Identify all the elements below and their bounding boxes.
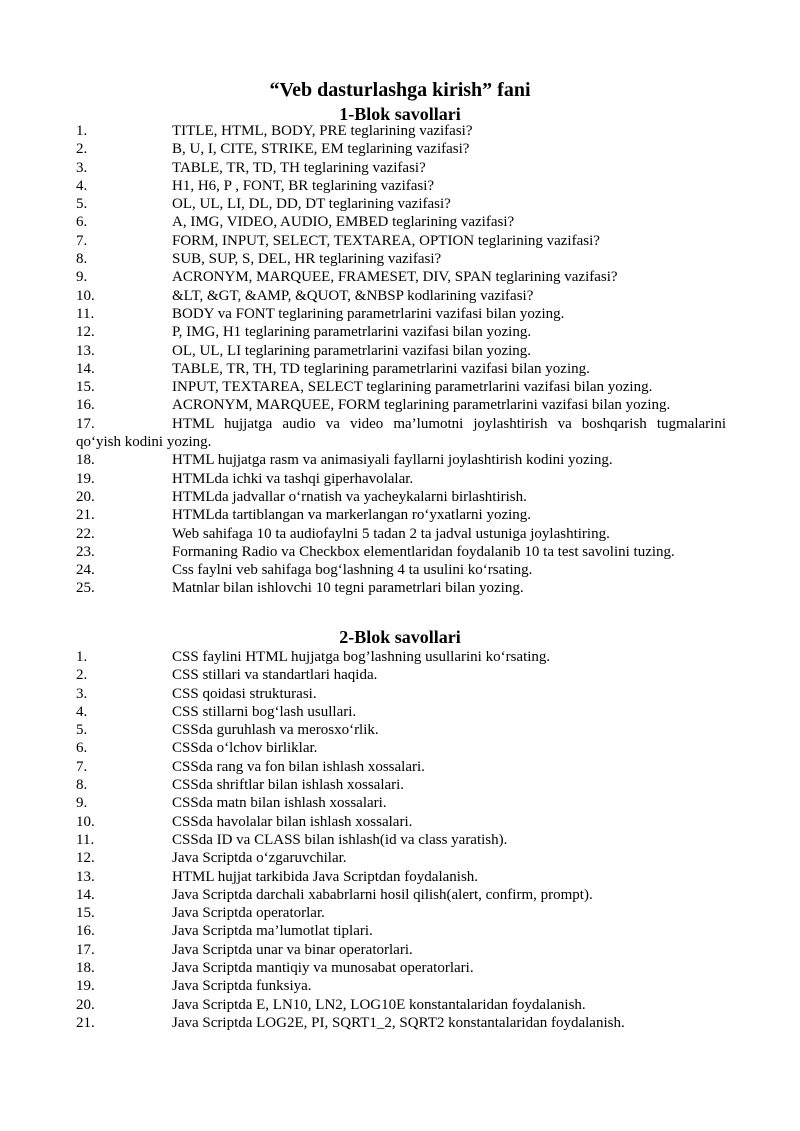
question-text: Java Scriptda operatorlar. — [172, 905, 325, 922]
question-item — [76, 543, 726, 561]
question-text: CSSda shriftlar bilan ishlash xossalari. — [172, 777, 405, 794]
question-text: Java Scriptda E, LN10, LN2, LOG10E konstantalaridan foydalanish. — [172, 996, 586, 1013]
question-item — [76, 396, 726, 414]
question-text: CSSda havolalar bilan ishlash xossalari. — [172, 813, 413, 830]
question-item — [76, 721, 726, 739]
question-item — [76, 1014, 726, 1032]
question-number: 14. — [76, 360, 95, 377]
question-item — [76, 959, 726, 977]
question-text: Web sahifaga 10 ta audiofaylni 5 tadan 2 ta jadval ustuniga joylashtiring. — [172, 525, 610, 542]
question-number: 17. — [76, 415, 95, 432]
question-number: 6. — [76, 214, 88, 231]
question-text: CSS qoidasi strukturasi. — [172, 685, 317, 702]
question-text: HTMLda jadvallar o‘rnatish va yacheykalarni birlashtirish. — [172, 488, 527, 505]
question-item — [76, 886, 726, 904]
question-item — [76, 904, 726, 922]
question-text: ACRONYM, MARQUEE, FRAMESET, DIV, SPAN teglarining vazifasi? — [172, 269, 618, 286]
document-title: “Veb dasturlashga kirish” fani — [269, 79, 531, 101]
question-item — [76, 287, 726, 305]
question-number: 21. — [76, 1014, 95, 1031]
question-text: CSSda ID va CLASS bilan ishlash(id va class yaratish). — [172, 831, 508, 848]
question-item — [76, 666, 726, 684]
question-item — [76, 451, 726, 469]
question-text: Java Scriptda funksiya. — [172, 978, 312, 995]
question-text: Java Scriptda mantiqiy va munosabat operatorlari. — [172, 960, 474, 977]
question-number: 18. — [76, 960, 95, 977]
question-text: CSS stillari va standartlari haqida. — [172, 667, 378, 684]
question-text: Java Scriptda darchali xababrlarni hosil qilish(alert, confirm, prompt). — [172, 886, 593, 903]
question-item — [76, 470, 726, 488]
question-item — [76, 305, 726, 323]
question-text: OL, UL, LI teglarining parametrlarini vazifasi bilan yozing. — [172, 342, 532, 359]
question-text: Java Scriptda unar va binar operatorlari. — [172, 941, 413, 958]
question-item — [76, 739, 726, 757]
question-item — [76, 703, 726, 721]
question-number: 7. — [76, 758, 88, 775]
question-item — [76, 977, 726, 995]
question-text: &LT, &GT, &AMP, &QUOT, &NBSP kodlarining vazifasi? — [172, 287, 534, 304]
question-number: 9. — [76, 269, 88, 286]
question-item — [76, 342, 726, 360]
question-text: Java Scriptda LOG2E, PI, SQRT1_2, SQRT2 konstantalaridan foydalanish. — [172, 1014, 625, 1031]
question-item — [76, 360, 726, 378]
question-number: 2. — [76, 141, 88, 158]
question-text: ACRONYM, MARQUEE, FORM teglarining parametrlarini vazifasi bilan yozing. — [172, 397, 671, 414]
question-number: 14. — [76, 886, 95, 903]
question-text: P, IMG, H1 teglarining parametrlarini vazifasi bilan yozing. — [172, 324, 532, 341]
question-number: 18. — [76, 452, 95, 469]
question-number: 22. — [76, 525, 95, 542]
question-text: INPUT, TEXTAREA, SELECT teglarining parametrlarini vazifasi bilan yozing. — [172, 379, 653, 396]
question-text: HTMLda ichki va tashqi giperhavolalar. — [172, 470, 414, 487]
question-item — [76, 159, 726, 177]
question-number: 24. — [76, 562, 95, 579]
question-text: Java Scriptda ma’lumotlat tiplari. — [172, 923, 373, 940]
question-number: 6. — [76, 740, 88, 757]
question-text: CSSda o‘lchov birliklar. — [172, 740, 318, 757]
question-text: Matnlar bilan ishlovchi 10 tegni parametrlari bilan yozing. — [172, 580, 524, 597]
question-text: BODY va FONT teglarining parametrlarini vazifasi bilan yozing. — [172, 305, 565, 322]
question-item — [76, 648, 726, 666]
question-text: CSS faylini HTML hujjatga bog’lashning usullarini ko‘rsating. — [172, 649, 551, 665]
question-number: 21. — [76, 507, 95, 524]
question-text: CSSda rang va fon bilan ishlash xossalari. — [172, 758, 425, 775]
question-number: 25. — [76, 580, 95, 597]
question-item — [76, 506, 726, 524]
question-number: 4. — [76, 177, 88, 194]
question-text: TABLE, TR, TH, TD teglarining parametrlarini vazifasi bilan yozing. — [172, 360, 590, 377]
question-item — [76, 415, 726, 452]
question-number: 11. — [76, 305, 95, 322]
question-item — [76, 122, 726, 140]
question-number: 5. — [76, 722, 88, 739]
question-number: 13. — [76, 342, 95, 359]
question-number: 13. — [76, 868, 95, 885]
question-text: CSSda matn bilan ishlash xossalari. — [172, 795, 387, 812]
question-item — [76, 195, 726, 213]
question-number: 19. — [76, 978, 95, 995]
question-number: 12. — [76, 850, 95, 867]
block2-heading: 2-Blok savollari — [339, 627, 461, 647]
question-item — [76, 758, 726, 776]
question-number: 20. — [76, 996, 95, 1013]
question-text-continuation: qo‘yish kodini yozing. — [76, 434, 212, 451]
question-text: Css faylni veb sahifaga bog‘lashning 4 ta usulini ko‘rsating. — [172, 562, 533, 579]
question-text: HTML hujjatga rasm va animasiyali fayllarni joylashtirish kodini yozing. — [172, 452, 613, 469]
question-item — [76, 996, 726, 1014]
question-text: OL, UL, LI, DL, DD, DT teglarining vazifasi? — [172, 196, 451, 213]
question-number: 12. — [76, 324, 95, 341]
question-text: FORM, INPUT, SELECT, TEXTAREA, OPTION teglarining vazifasi? — [172, 232, 600, 249]
question-item — [76, 561, 726, 579]
question-text: HTML hujjat tarkibida Java Scriptdan foydalanish. — [172, 868, 479, 885]
question-item — [76, 776, 726, 794]
question-number: 16. — [76, 923, 95, 940]
block2-question-list — [76, 648, 726, 1032]
question-text: Java Scriptda o‘zgaruvchilar. — [172, 850, 347, 867]
question-number: 3. — [76, 159, 88, 176]
question-number: 23. — [76, 543, 95, 560]
question-text: CSS stillarni bog‘lash usullari. — [172, 703, 357, 720]
question-number: 5. — [76, 196, 88, 213]
question-item — [76, 177, 726, 195]
question-number: 4. — [76, 703, 88, 720]
question-item — [76, 849, 726, 867]
question-item — [76, 579, 726, 597]
question-number: 8. — [76, 251, 88, 268]
question-number: 8. — [76, 777, 88, 794]
question-item — [76, 794, 726, 812]
question-number: 16. — [76, 397, 95, 414]
question-item — [76, 250, 726, 268]
question-number: 3. — [76, 685, 88, 702]
question-text: Formaning Radio va Checkbox elementlaridan foydalanib 10 ta test savolini tuzing. — [172, 543, 675, 560]
block1-question-list — [76, 122, 726, 598]
question-number: 9. — [76, 795, 88, 812]
question-text: TITLE, HTML, BODY, PRE teglarining vazifasi? — [172, 123, 473, 139]
question-text: HTML hujjatga audio va video ma’lumotni joylashtirish va boshqarish tugmalarini — [172, 415, 726, 432]
question-item — [76, 488, 726, 506]
question-text: TABLE, TR, TD, TH teglarining vazifasi? — [172, 159, 426, 176]
question-number: 1. — [76, 123, 88, 139]
question-number: 15. — [76, 905, 95, 922]
question-item — [76, 268, 726, 286]
question-text: A, IMG, VIDEO, AUDIO, EMBED teglarining vazifasi? — [172, 214, 515, 231]
question-item — [76, 525, 726, 543]
question-item — [76, 232, 726, 250]
question-text: CSSda guruhlash va merosxo‘rlik. — [172, 722, 379, 739]
question-item — [76, 868, 726, 886]
question-number: 7. — [76, 232, 88, 249]
question-number: 17. — [76, 941, 95, 958]
question-number: 11. — [76, 831, 95, 848]
question-item — [76, 941, 726, 959]
question-number: 10. — [76, 287, 95, 304]
question-item — [76, 213, 726, 231]
question-text: B, U, I, CITE, STRIKE, EM teglarining vazifasi? — [172, 141, 470, 158]
question-text: H1, H6, P , FONT, BR teglarining vazifasi? — [172, 177, 435, 194]
question-item — [76, 922, 726, 940]
question-number: 20. — [76, 488, 95, 505]
question-number: 19. — [76, 470, 95, 487]
question-item — [76, 813, 726, 831]
question-number: 15. — [76, 379, 95, 396]
question-item — [76, 378, 726, 396]
question-number: 1. — [76, 649, 88, 665]
question-number: 10. — [76, 813, 95, 830]
question-item — [76, 831, 726, 849]
question-item — [76, 140, 726, 158]
question-item — [76, 685, 726, 703]
question-number: 2. — [76, 667, 88, 684]
question-item — [76, 323, 726, 341]
question-text: SUB, SUP, S, DEL, HR teglarining vazifasi? — [172, 251, 442, 268]
block1-heading: 1-Blok savollari — [339, 104, 461, 124]
question-text: HTMLda tartiblangan va markerlangan ro‘yxatlarni yozing. — [172, 507, 532, 524]
